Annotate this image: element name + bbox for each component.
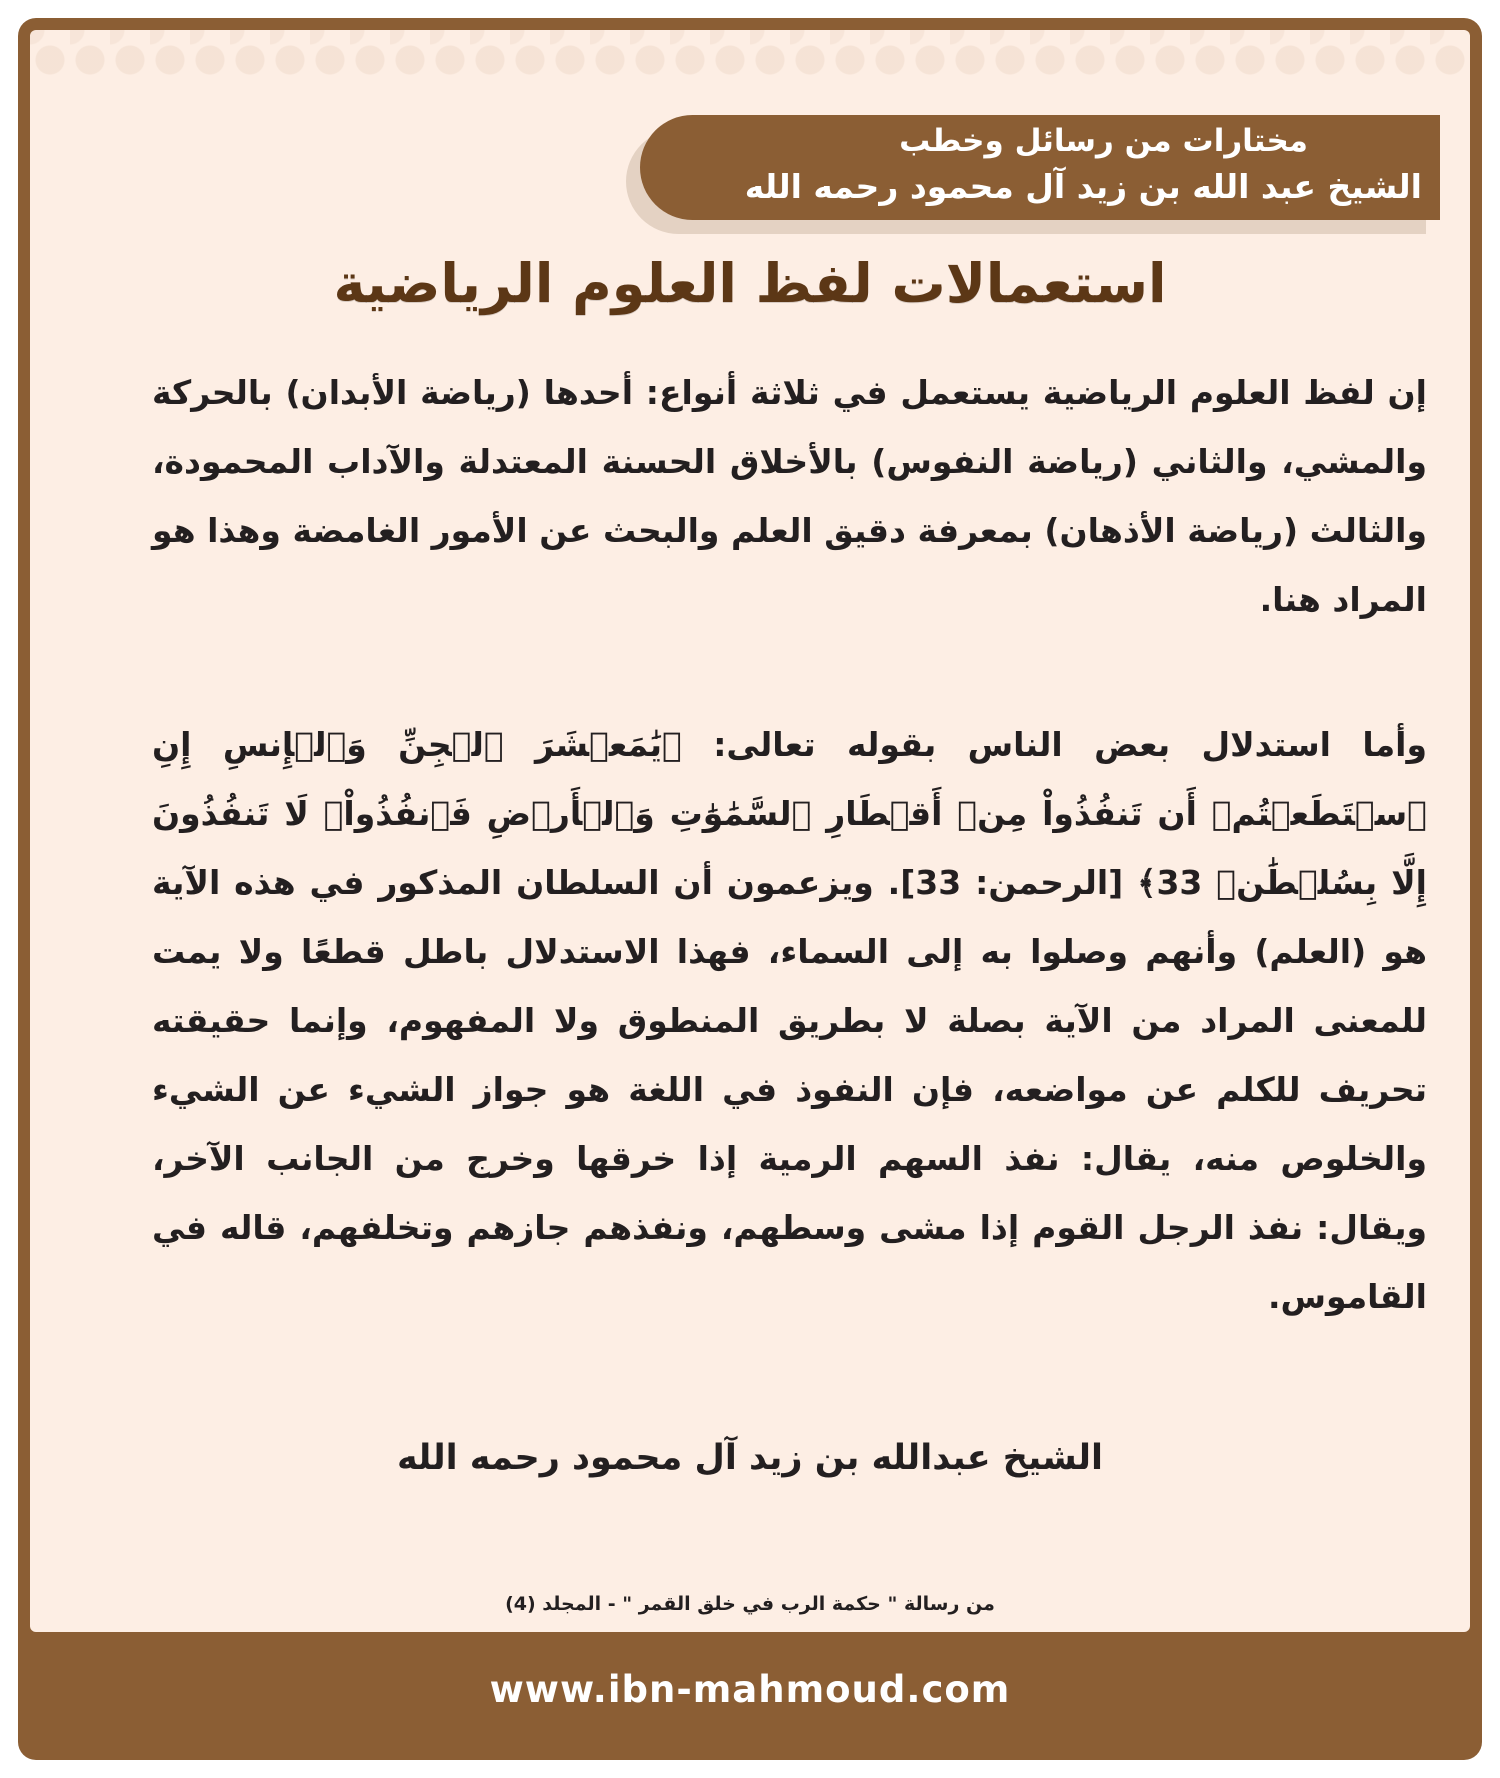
decorative-pattern (30, 30, 1470, 90)
source-citation: من رسالة " حكمة الرب في خلق القمر " - المجلد (4) (505, 1593, 995, 1615)
article-title: استعمالات لفظ العلوم الرياضية (333, 252, 1167, 315)
header-series-title: مختارات من رسائل وخطب (899, 123, 1308, 159)
header-author-name: الشيخ عبد الله بن زيد آل محمود رحمه الله (744, 167, 1422, 206)
paragraph-2: وأما استدلال بعض الناس بقوله تعالى: ﴿يَٰمَعۡشَرَ ٱلۡجِنِّ وَٱلۡإِنسِ إِنِ ٱسۡتَطَعۡتُمۡ أَن تَنفُذُواْ مِنۡ أَقۡطَارِ ٱلسَّمَٰوَٰتِ وَٱلۡأَرۡضِ فَٱنفُذُواْۚ لَا تَنفُذُونَ إِلَّا بِسُلۡطَٰنٖ 33﴾ [الرحمن: 33]. ويزعمون أن السلطان المذكور في هذه الآية هو (العلم) وأنهم وصلوا به إلى السماء، فهذا الاستدلال باطل قطعًا ولا يمت للمعنى المراد من الآية بصلة لا بطريق المنطوق ولا المفهوم، وإنما حقيقته تحريف للكلم عن مواضعه، فإن النفوذ في اللغة هو جواز الشيء عن الشيء والخلوص منه، يقال: نفذ السهم الرمية إذا خرقها وخرج من الجانب الآخر، ويقال: نفذ الرجل القوم إذا مشى وسطهم، ونفذهم جازهم وتخلفهم، قاله في القاموس. (152, 725, 1427, 1316)
content-panel (30, 30, 1470, 1632)
paragraph-1: إن لفظ العلوم الرياضية يستعمل في ثلاثة أنواع: أحدها (رياضة الأبدان) بالحركة والمشي، والثاني (رياضة النفوس) بالأخلاق الحسنة المعتدلة والآداب المحمودة، والثالث (رياضة الأذهان) بمعرفة دقيق العلم والبحث عن الأمور الغامضة وهذا هو المراد هنا. (152, 373, 1427, 619)
header-banner (640, 115, 1440, 220)
author-signature: الشيخ عبدالله بن زيد آل محمود رحمه الله (396, 1438, 1104, 1478)
website-link[interactable]: www.ibn-mahmoud.com (489, 1668, 1011, 1711)
